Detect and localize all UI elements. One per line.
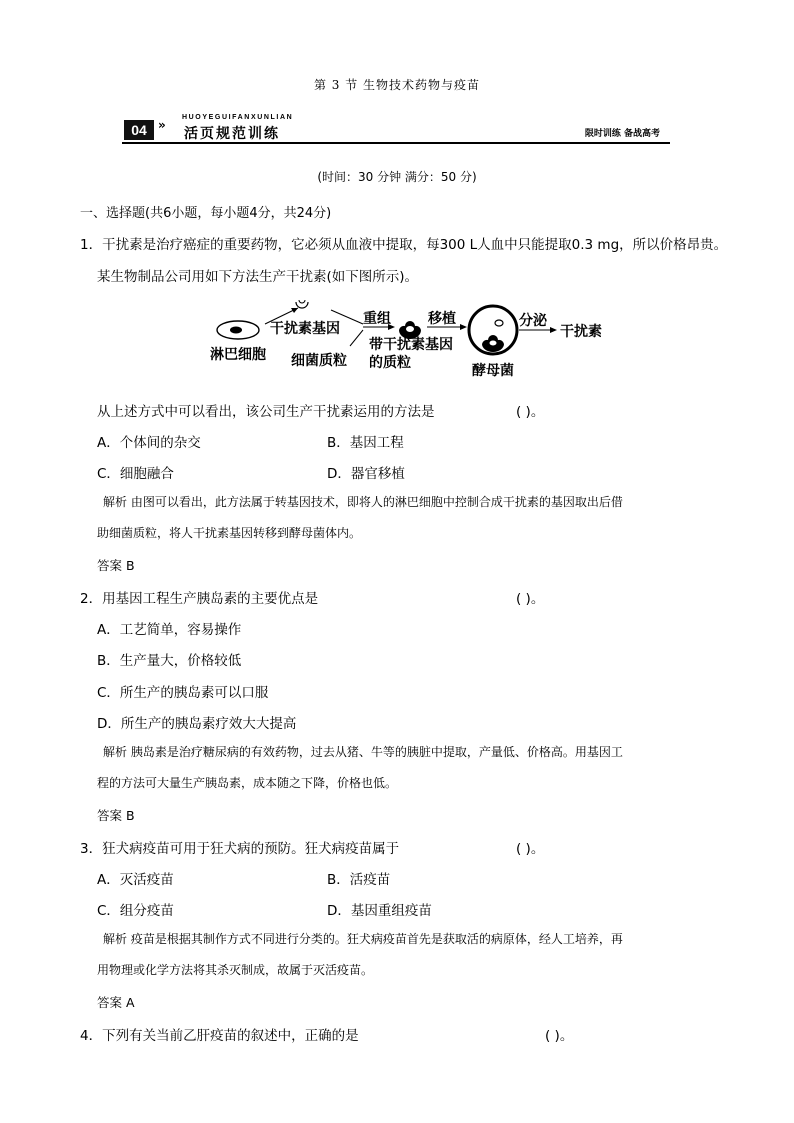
q1-stem-line3: 从上述方式中可以看出，该公司生产干扰素运用的方法是: [97, 404, 435, 420]
q1-option-d: D．器官移植: [327, 466, 405, 482]
q4-paren: ( )。: [545, 1028, 574, 1044]
banner-right-note: 限时训练 备战高考: [584, 129, 660, 139]
q2-option-a: A．工艺简单，容易操作: [97, 622, 242, 638]
label-yeast: 酵母菌: [472, 363, 514, 379]
q1-option-b: B．基因工程: [327, 435, 404, 451]
q1-option-a: A．个体间的杂交: [97, 435, 201, 451]
label-interferon-product: 干扰素: [560, 324, 602, 340]
q2-answer: 答案 B: [97, 808, 135, 823]
q1-paren: ( )。: [516, 404, 545, 420]
q2-analysis-line1: 解析 胰岛素是治疗糖尿病的有效药物，过去从猪、牛等的胰脏中提取，产量低、价格高。用基因工: [103, 745, 623, 759]
q1-stem-line2: 某生物制品公司用如下方法生产干扰素(如下图所示)。: [97, 269, 419, 285]
q2-stem: 2．用基因工程生产胰岛素的主要优点是: [80, 591, 319, 607]
q3-stem: 3．狂犬病疫苗可用于狂犬病的预防。狂犬病疫苗属于: [80, 841, 400, 857]
q3-option-c: C．组分疫苗: [97, 903, 174, 919]
banner-number: 04: [124, 120, 154, 140]
q1-analysis-line2: 助细菌质粒，将人干扰素基因转移到酵母菌体内。: [97, 526, 362, 540]
interferon-diagram: [205, 296, 625, 380]
banner-pinyin: HUOYEGUIFANXUNLIAN: [182, 114, 294, 121]
q3-analysis-line2: 用物理或化学方法将其杀灭制成，故属于灭活疫苗。: [97, 963, 374, 977]
q2-paren: ( )。: [516, 591, 545, 607]
q3-analysis-line1: 解析 疫苗是根据其制作方式不同进行分类的。狂犬病疫苗首先是获取活的病原体，经人工培养，再: [103, 932, 623, 946]
q1-analysis-line1: 解析 由图可以看出，此方法属于转基因技术，即将人的淋巴细胞中控制合成干扰素的基因取出后借: [103, 495, 623, 509]
q3-option-d: D．基因重组疫苗: [327, 903, 432, 919]
q2-option-c: C．所生产的胰岛素可以口服: [97, 685, 269, 701]
label-lymph-cell: 淋巴细胞: [210, 347, 266, 363]
q1-answer: 答案 B: [97, 558, 135, 573]
label-secrete: 分泌: [519, 313, 547, 329]
q1-option-c: C．细胞融合: [97, 466, 174, 482]
label-gene-plasmid-1: 带干扰素基因: [369, 337, 453, 353]
section-heading: 一、选择题(共6小题，每小题4分，共24分): [80, 206, 332, 221]
chevron-icon: »: [158, 118, 166, 132]
q3-answer: 答案 A: [97, 995, 135, 1010]
q2-analysis-line2: 程的方法可大量生产胰岛素，成本随之下降，价格也低。: [97, 776, 398, 790]
label-transplant: 移植: [428, 311, 456, 327]
label-bacterial-plasmid: 细菌质粒: [291, 353, 347, 369]
banner-heading: 活页规范训练: [184, 126, 280, 142]
q1-stem-line1: 1．干扰素是治疗癌症的重要药物，它必须从血液中提取，每300 L人血中只能提取0.3 mg，所以价格昂贵。: [80, 237, 728, 253]
q2-option-d: D．所生产的胰岛素疗效大大提高: [97, 716, 297, 732]
q3-option-a: A．灭活疫苗: [97, 872, 174, 888]
label-recombine: 重组: [363, 311, 391, 327]
banner-underline: [122, 142, 670, 144]
lymph-nucleus-shape: [230, 327, 242, 334]
page-title: 第 3 节 生物技术药物与疫苗: [313, 78, 481, 92]
q2-option-b: B．生产量大，价格较低: [97, 653, 242, 669]
label-gene-plasmid-2: 的质粒: [369, 355, 411, 371]
q3-option-b: B．活疫苗: [327, 872, 391, 888]
arrow-from-plasmid: [350, 330, 363, 346]
q4-stem: 4．下列有关当前乙肝疫苗的叙述中，正确的是: [80, 1028, 359, 1044]
time-score: (时间：30 分钟 满分：50 分): [317, 170, 477, 184]
section-banner: [122, 114, 670, 144]
q3-paren: ( )。: [516, 841, 545, 857]
label-interferon-gene: 干扰素基因: [270, 321, 340, 337]
